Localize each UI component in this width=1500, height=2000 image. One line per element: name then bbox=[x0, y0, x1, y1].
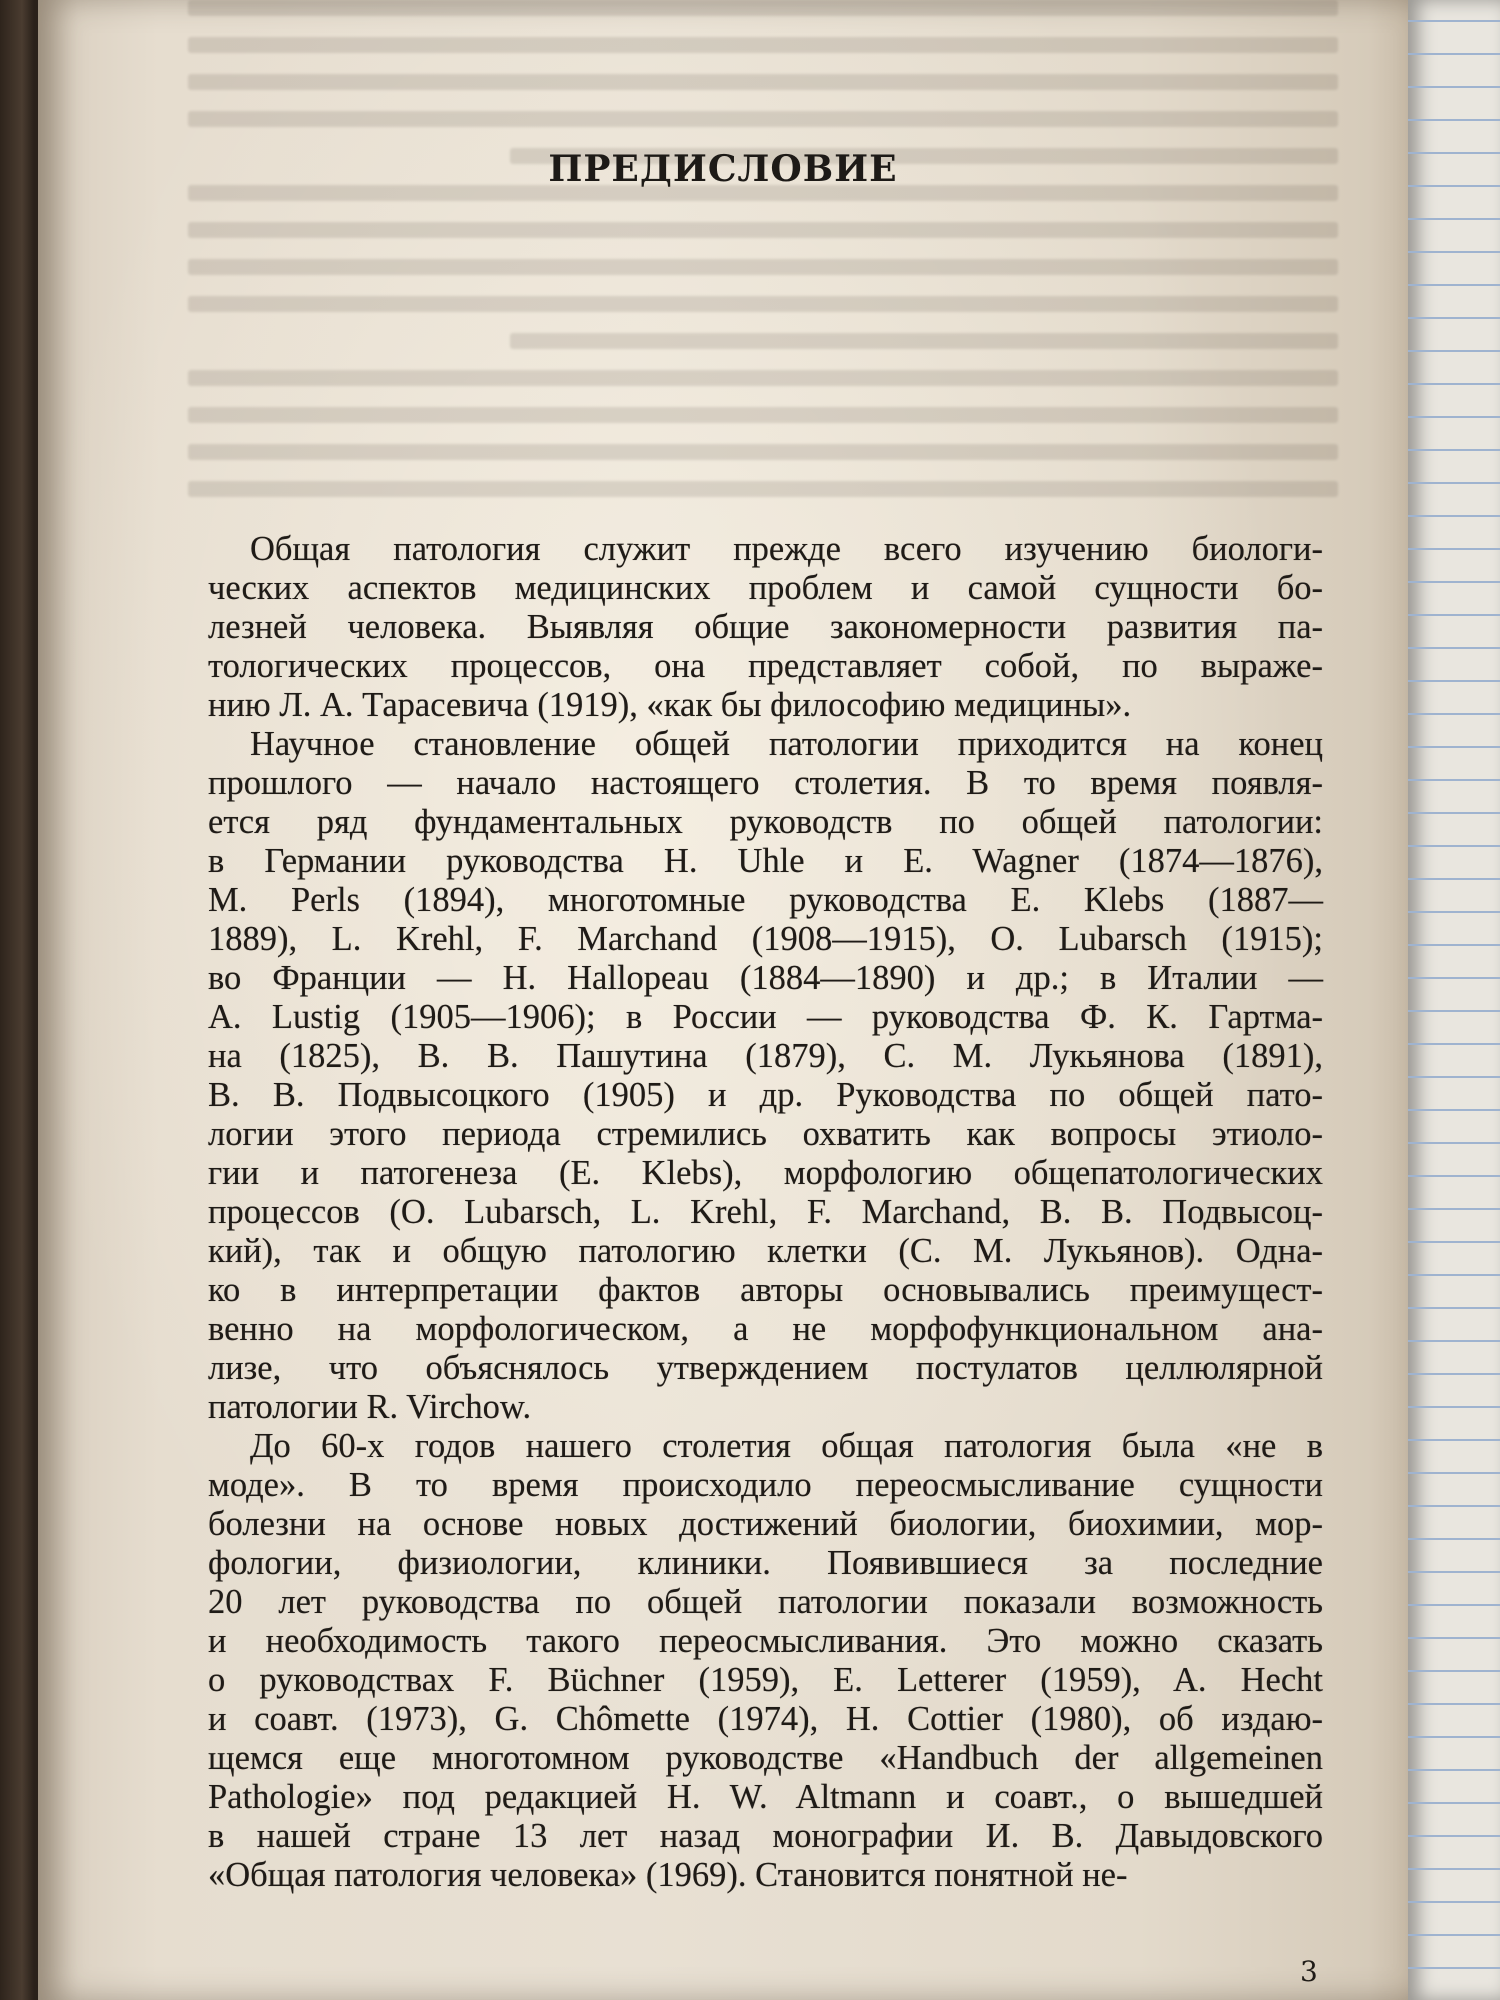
text-line: на (1825), В. В. Пашутина (1879), С. М. Лукьянова (1891), bbox=[208, 1037, 1323, 1075]
show-through-line bbox=[188, 222, 1338, 238]
body-text bbox=[208, 530, 1323, 1895]
notebook-rule-line bbox=[1408, 20, 1500, 22]
show-through-line bbox=[188, 481, 1338, 497]
notebook-rule-line bbox=[1408, 1934, 1500, 1936]
notebook-rule-line bbox=[1408, 779, 1500, 781]
show-through-text bbox=[188, 0, 1338, 520]
text-line: ческих аспектов медицинских проблем и самой сущности бо- bbox=[208, 569, 1323, 607]
notebook-rule-line bbox=[1408, 515, 1500, 517]
notebook-rule-line bbox=[1408, 1307, 1500, 1309]
notebook-rule-line bbox=[1408, 1175, 1500, 1177]
notebook-rule-line bbox=[1408, 1967, 1500, 1969]
text-line: 1889), L. Krehl, F. Marchand (1908—1915), O. Lubarsch (1915); bbox=[208, 920, 1323, 958]
notebook-rule-line bbox=[1408, 350, 1500, 352]
show-through-line bbox=[188, 74, 1338, 90]
notebook-rule-line bbox=[1408, 548, 1500, 550]
show-through-line bbox=[188, 444, 1338, 460]
notebook-rule-line bbox=[1408, 812, 1500, 814]
text-line: кий), так и общую патологию клетки (С. М. Лукьянов). Одна- bbox=[208, 1232, 1323, 1270]
text-line: лизе, что объяснялось утверждением постулатов целлюлярной bbox=[208, 1349, 1323, 1387]
text-line: венно на морфологическом, а не морфофункциональном ана- bbox=[208, 1310, 1323, 1348]
text-line: нию Л. А. Тарасевича (1919), «как бы философию медицины». bbox=[208, 686, 1132, 724]
notebook-rule-line bbox=[1408, 944, 1500, 946]
show-through-line bbox=[188, 111, 1338, 127]
notebook-rule-line bbox=[1408, 1109, 1500, 1111]
text-line: До 60-х годов нашего столетия общая патология была «не в bbox=[250, 1427, 1323, 1465]
notebook-rule-line bbox=[1408, 152, 1500, 154]
show-through-line bbox=[188, 0, 1338, 16]
notebook-rule-line bbox=[1408, 1439, 1500, 1441]
notebook-rule-line bbox=[1408, 416, 1500, 418]
show-through-line bbox=[188, 407, 1338, 423]
notebook-rule-line bbox=[1408, 1604, 1500, 1606]
notebook-rule-line bbox=[1408, 1538, 1500, 1540]
notebook-rule-line bbox=[1408, 1142, 1500, 1144]
notebook-rule-line bbox=[1408, 680, 1500, 682]
page-number: 3 bbox=[1300, 1955, 1318, 1988]
notebook-rule-line bbox=[1408, 911, 1500, 913]
notebook-rule-line bbox=[1408, 1901, 1500, 1903]
notebook-rule-line bbox=[1408, 284, 1500, 286]
text-line: тологических процессов, она представляет собой, по выраже- bbox=[208, 647, 1323, 685]
text-line: Общая патология служит прежде всего изучению биологи- bbox=[250, 530, 1323, 568]
show-through-line bbox=[188, 296, 1338, 312]
text-line: «Общая патология человека» (1969). Становится понятной не- bbox=[208, 1856, 1128, 1894]
notebook-rule-line bbox=[1408, 86, 1500, 88]
text-line: в Германии руководства H. Uhle и E. Wagner (1874—1876), bbox=[208, 842, 1323, 880]
notebook-rule-line bbox=[1408, 383, 1500, 385]
notebook-rule-line bbox=[1408, 1802, 1500, 1804]
notebook-rule-line bbox=[1408, 1736, 1500, 1738]
notebook-rule-line bbox=[1408, 1769, 1500, 1771]
show-through-line bbox=[188, 370, 1338, 386]
notebook-rule-line bbox=[1408, 614, 1500, 616]
text-line: во Франции — H. Hallopeau (1884—1890) и др.; в Италии — bbox=[208, 959, 1323, 997]
page-title: ПРЕДИСЛОВИЕ bbox=[548, 148, 898, 190]
text-line: и необходимость такого переосмысливания. Это можно сказать bbox=[208, 1622, 1323, 1660]
text-line: и соавт. (1973), G. Chômette (1974), H. Cottier (1980), об издаю- bbox=[208, 1700, 1323, 1738]
text-line: о руководствах F. Büchner (1959), E. Letterer (1959), A. Hecht bbox=[208, 1661, 1323, 1699]
notebook-rule-line bbox=[1408, 1406, 1500, 1408]
notebook-rule-line bbox=[1408, 1868, 1500, 1870]
show-through-line bbox=[510, 333, 1338, 349]
text-line: моде». В то время происходило переосмысливание сущности bbox=[208, 1466, 1323, 1504]
text-line: В. В. Подвысоцкого (1905) и др. Руководства по общей пато- bbox=[208, 1076, 1323, 1114]
notebook-rule-line bbox=[1408, 1472, 1500, 1474]
notebook-rule-line bbox=[1408, 1340, 1500, 1342]
notebook-rule-line bbox=[1408, 53, 1500, 55]
text-line: гии и патогенеза (E. Klebs), морфологию общепатологических bbox=[208, 1154, 1323, 1192]
notebook-rule-line bbox=[1408, 713, 1500, 715]
notebook-rule-line bbox=[1408, 1703, 1500, 1705]
text-line: прошлого — начало настоящего столетия. В то время появля- bbox=[208, 764, 1323, 802]
notebook-rule-line bbox=[1408, 878, 1500, 880]
text-line: болезни на основе новых достижений биологии, биохимии, мор- bbox=[208, 1505, 1323, 1543]
text-line: фологии, физиологии, клиники. Появившиеся за последние bbox=[208, 1544, 1323, 1582]
notebook-rule-line bbox=[1408, 647, 1500, 649]
notebook-rule-line bbox=[1408, 218, 1500, 220]
notebook-rule-line bbox=[1408, 482, 1500, 484]
notebook-rule-line bbox=[1408, 977, 1500, 979]
notebook-rule-line bbox=[1408, 185, 1500, 187]
notebook-rule-line bbox=[1408, 251, 1500, 253]
paragraph bbox=[208, 1427, 1323, 1895]
paragraph bbox=[208, 530, 1323, 725]
notebook-rule-line bbox=[1408, 746, 1500, 748]
notebook-rule-line bbox=[1408, 317, 1500, 319]
notebook-rule-line bbox=[1408, 449, 1500, 451]
notebook-edge bbox=[1408, 0, 1500, 2000]
notebook-rule-line bbox=[1408, 1571, 1500, 1573]
paragraph bbox=[208, 725, 1323, 1427]
notebook-rule-line bbox=[1408, 1505, 1500, 1507]
text-line: лезней человека. Выявляя общие закономерности развития па- bbox=[208, 608, 1323, 646]
text-line: A. Lustig (1905—1906); в России — руководства Ф. К. Гартма- bbox=[208, 998, 1323, 1036]
text-line: в нашей стране 13 лет назад монографии И. В. Давыдовского bbox=[208, 1817, 1323, 1855]
text-line: 20 лет руководства по общей патологии показали возможность bbox=[208, 1583, 1323, 1621]
notebook-rule-line bbox=[1408, 845, 1500, 847]
text-line: M. Perls (1894), многотомные руководства E. Klebs (1887— bbox=[208, 881, 1323, 919]
notebook-rule-line bbox=[1408, 1274, 1500, 1276]
text-line: Научное становление общей патологии приходится на конец bbox=[250, 725, 1323, 763]
notebook-rule-line bbox=[1408, 581, 1500, 583]
notebook-rule-line bbox=[1408, 1670, 1500, 1672]
notebook-rule-line bbox=[1408, 1010, 1500, 1012]
notebook-rule-line bbox=[1408, 1373, 1500, 1375]
notebook-rule-line bbox=[1408, 1076, 1500, 1078]
text-line: патологии R. Virchow. bbox=[208, 1388, 532, 1426]
text-line: ется ряд фундаментальных руководств по общей патологии: bbox=[208, 803, 1323, 841]
text-line: Pathologie» под редакцией H. W. Altmann и соавт., о вышедшей bbox=[208, 1778, 1323, 1816]
notebook-rule-line bbox=[1408, 1043, 1500, 1045]
book-page bbox=[38, 0, 1408, 2000]
show-through-line bbox=[188, 259, 1338, 275]
notebook-rule-line bbox=[1408, 1241, 1500, 1243]
text-line: щемся еще многотомном руководстве «Handbuch der allgemeinen bbox=[208, 1739, 1323, 1777]
notebook-rule-line bbox=[1408, 1637, 1500, 1639]
notebook-rule-line bbox=[1408, 119, 1500, 121]
text-line: процессов (O. Lubarsch, L. Krehl, F. Marchand, В. В. Подвысоц- bbox=[208, 1193, 1323, 1231]
notebook-rule-line bbox=[1408, 1835, 1500, 1837]
text-line: ко в интерпретации фактов авторы основывались преимущест- bbox=[208, 1271, 1323, 1309]
notebook-rule-line bbox=[1408, 1208, 1500, 1210]
text-line: логии этого периода стремились охватить как вопросы этиоло- bbox=[208, 1115, 1323, 1153]
show-through-line bbox=[188, 37, 1338, 53]
